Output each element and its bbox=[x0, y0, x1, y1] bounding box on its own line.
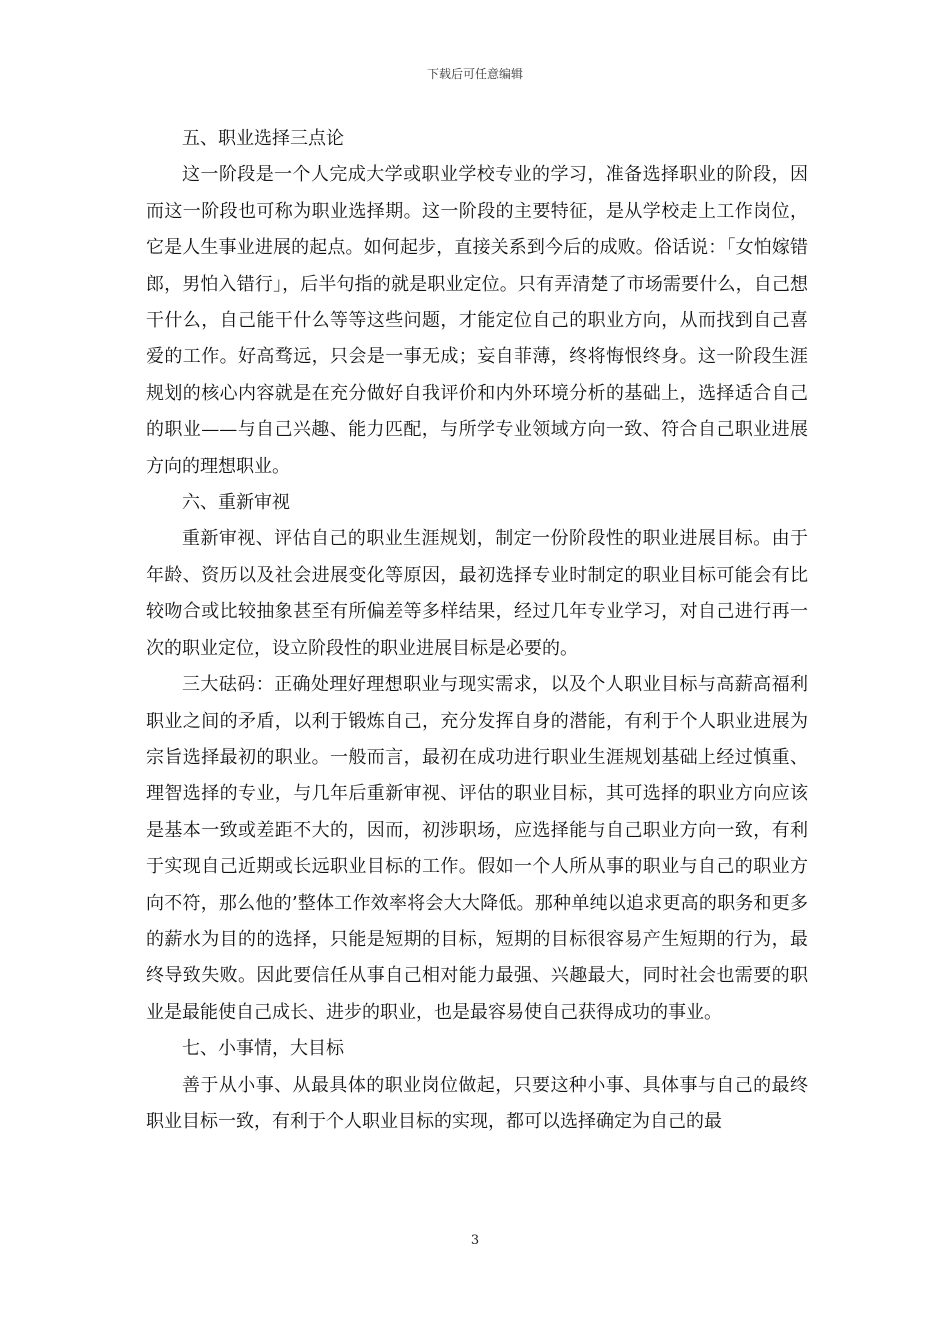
paragraph: 重新审视、评估自己的职业生涯规划，制定一份阶段性的职业进展目标。由于年龄、资历以及社会进展变化等原因，最初选择专业时制定的职业目标可能会有比较吻合或比较抽象甚至有所偏差等多样结果，经过几年专业学习，对自己进行再一次的职业定位，设立阶段性的职业进展目标是必要的。 bbox=[146, 528, 808, 659]
page-header: 下载后可任意编辑 bbox=[426, 67, 523, 81]
section-heading-7: 七、小事情，大目标 bbox=[182, 1038, 344, 1060]
paragraph: 这一阶段是一个人完成大学或职业学校专业的学习，准备选择职业的阶段，因而这一阶段也可称为职业选择期。这一阶段的主要特征，是从学校走上工作岗位，它是人生事业进展的起点。如何起步，直接关系到今后的成败。俗话说：「女怕嫁错郎，男怕入错行」，后半句指的就是职业定位。只有弄清楚了市场需要什么，自己想干什么，自己能干什么等等这些问题，才能定位自己的职业方向，从而找到自己喜爱的工作。好高骛远，只会是一事无成；妄自菲薄，终将悔恨终身。这一阶段生涯规划的核心内容就是在充分做好自我评价和内外环境分析的基础上，选择适合自己的职业——与自己兴趣、能力匹配，与所学专业领域方向一致、符合自己职业进展方向的理想职业。 bbox=[146, 164, 808, 477]
section-heading-6: 六、重新审视 bbox=[182, 492, 290, 514]
section-heading-5: 五、职业选择三点论 bbox=[182, 128, 344, 149]
document-body bbox=[146, 121, 808, 1140]
paragraph: 善于从小事、从最具体的职业岗位做起，只要这种小事、具体事与自己的最终职业目标一致，有利于个人职业目标的实现，都可以选择确定为自己的最 bbox=[146, 1074, 808, 1132]
paragraph: 三大砝码：正确处理好理想职业与现实需求，以及个人职业目标与高薪高福利职业之间的矛盾，以利于锻炼自己，充分发挥自身的潜能，有利于个人职业进展为宗旨选择最初的职业。一般而言，最初在成功进行职业生涯规划基础上经过慎重、理智选择的专业，与几年后重新审视、评估的职业目标，其可选择的职业方向应该是基本一致或差距不大的，因而，初涉职场，应选择能与自己职业方向一致，有利于实现自己近期或长远职业目标的工作。假如一个人所从事的职业与自己的职业方向不符，那么他的’整体工作效率将会大大降低。那种单纯以追求更高的职务和更多的薪水为目的的选择，只能是短期的目标，短期的目标很容易产生短期的行为，最终导致失败。因此要信任从事自己相对能力最强、兴趣最大，同时社会也需要的职业是最能使自己成长、进步的职业，也是最容易使自己获得成功的事业。 bbox=[146, 674, 808, 1023]
page-number: 3 bbox=[470, 1233, 480, 1248]
